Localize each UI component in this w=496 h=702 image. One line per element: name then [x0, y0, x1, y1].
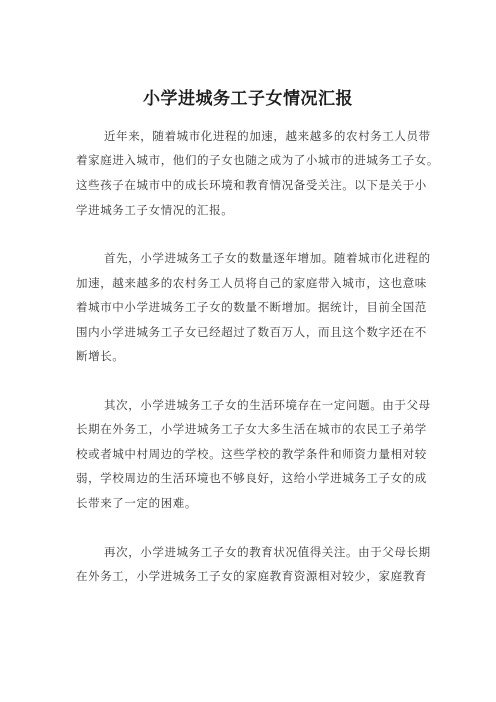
paragraph-line: 其次，小学进城务工子女的生活环境存在一定问题。由于父母	[104, 398, 431, 412]
paragraph-line: 着城市中小学进城务工子女的数量不断增加。据统计，目前全国范	[76, 300, 427, 314]
paragraph-line: 围内小学进城务工子女已经超过了数百万人，而且这个数字还在不	[76, 325, 427, 339]
paragraph-line: 学进城务工子女情况的汇报。	[76, 203, 234, 217]
paragraph-line: 断增长。	[76, 349, 125, 363]
paragraph-line: 这些孩子在城市中的成长环境和教育情况备受关注。以下是关于小	[76, 178, 427, 192]
paragraph-line: 在外务工，小学进城务工子女的家庭教育资源相对较少，家庭教育	[76, 569, 427, 583]
paragraph-line: 加速，越来越多的农村务工人员将自己的家庭带入城市，这也意味	[76, 276, 427, 290]
paragraph-line: 校或者城中村周边的学校。这些学校的教学条件和师资力量相对较	[76, 447, 427, 461]
paragraph-line: 再次，小学进城务工子女的教育状况值得关注。由于父母长期	[104, 545, 431, 559]
paragraph-line: 长期在外务工，小学进城务工子女大多生活在城市的农民工子弟学	[76, 422, 427, 436]
paragraph-line: 长带来了一定的困难。	[76, 496, 197, 510]
document-title: 小学进城务工子女情况汇报	[143, 89, 353, 109]
paragraph-line: 近年来，随着城市化进程的加速，越来越多的农村务工人员带	[104, 129, 431, 143]
paragraph-line: 弱，学校周边的生活环境也不够良好，这给小学进城务工子女的成	[76, 471, 427, 485]
paragraph-line: 着家庭进入城市，他们的子女也随之成为了小城市的进城务工子女。	[76, 153, 439, 167]
paragraph-line: 首先，小学进城务工子女的数量逐年增加。随着城市化进程的	[104, 251, 431, 265]
